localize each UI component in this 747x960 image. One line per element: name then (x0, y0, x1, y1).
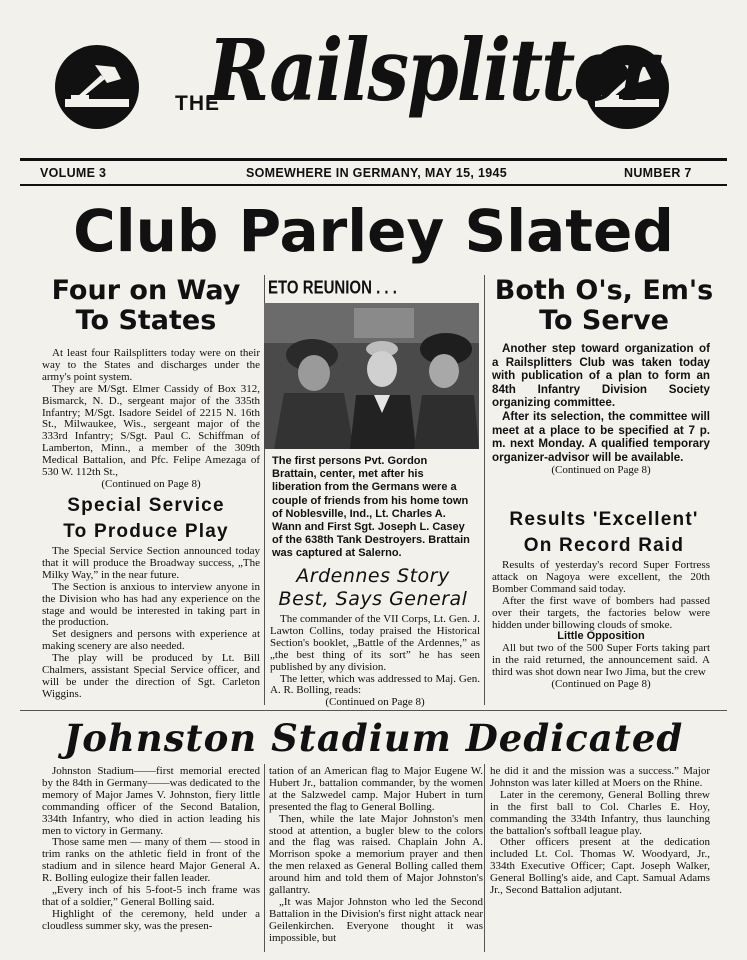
paragraph: The Section is anxious to interview anyone in the Division who has had any experience on the stage and would be interested in taking part in the production. (42, 580, 260, 629)
johnston-stadium-headline: Johnston Stadium Dedicated (63, 716, 684, 760)
story-both-os-ems-headline (488, 276, 720, 336)
paragraph: Results of yesterday's record Super Fortress attack on Nagoya were excellent, the 20th Bomber Command said today. (492, 559, 710, 595)
masthead-the: THE (175, 92, 220, 115)
paragraph: The commander of the VII Corps, Lt. Gen. J. Lawton Collins, today praised the Historical Section's booklet, „Battle of the Ardennes,” as „the best thing of its sort” he has seen published by any division. (270, 613, 480, 673)
story-both-os-ems-body (492, 342, 710, 478)
paragraph: Set designers and persons with experience at making scenery are also needed. (42, 628, 260, 653)
headline-line: Results 'Excellent' (509, 509, 699, 530)
masthead-rule-bottom (20, 184, 727, 186)
paragraph: After the first wave of bombers had passed over their targets, the factories below were hidden under billowing clouds of smoke. (492, 594, 710, 631)
continued-line: (Continued on Page 8) (101, 477, 201, 490)
continued-line: (Continued on Page 8) (551, 464, 651, 477)
subhead: Little Opposition (557, 630, 645, 643)
photo-kicker: ETO REUNION . . . (268, 278, 397, 299)
continued-line: (Continued on Page 8) (551, 678, 651, 691)
paragraph: Other officers present at the dedication included Lt. Col. Thomas W. Woodyard, Jr., 334th Executive Officer; Capt. Joseph Walker, General Bolling's aide, and Capt. Samual Adams Jr., Second Battalion adjutant. (490, 836, 710, 897)
headline-line: Special Service (67, 495, 225, 516)
story-record-raid-headline (488, 507, 720, 558)
johnston-col-3 (490, 766, 710, 897)
paragraph: tation of an American flag to Major Eugene W. Hubert Jr., battalion commander, by the women at the Salzwedel camp. Major Hubert in turn presented the flag to General Bolling. (269, 765, 483, 813)
continued-line: (Continued on Page 8) (325, 696, 425, 709)
issue-number: NUMBER 7 (624, 166, 692, 180)
story-ardennes-body (270, 614, 480, 709)
banner-headline: Club Parley Slated (73, 197, 674, 265)
section-rule (20, 710, 727, 711)
paragraph: The play will be produced by Lt. Bill Chalmers, assistant Special Service officer, and will be under the direction of Sgt. Carleton Wiggins. (42, 652, 260, 700)
paragraph: At least four Railsplitters today were on their way to the States and discharges under the army's point system. (42, 347, 260, 383)
headline-line: Four on Way (51, 275, 241, 306)
column-rule (264, 764, 265, 952)
reunion-photo (264, 303, 479, 449)
paragraph: Then, while the late Major Johnston's men stood at attention, a bugler blew to the colors and the flag was raised. Chaplain John A. Morrison spoke a memorium prayer and then the men relaxed as General Bolling called them around him and told them of Major Johnston's gallantry. (269, 812, 483, 897)
paragraph: „It was Major Johnston who led the Second Battalion in the Division's first night attack near Geilenkirchen. Everyone thought it was impossible, but (269, 895, 483, 944)
headline-line: To Serve (539, 305, 669, 337)
paragraph: Highlight of the ceremony, held under a cloudless summer sky, was the presen- (42, 907, 260, 932)
johnston-col-2 (269, 766, 483, 945)
headline-line: Best, Says General (278, 588, 468, 611)
paragraph: Johnston Stadium——first memorial erected by the 84th in Germany——was dedicated to the memory of Major James V. Johnston, fiery little commanding officer of the Second Batalion, 334th Infantry, who died in action leading his men to victory in Germany. (42, 765, 260, 837)
paragraph: „Every inch of his 5-foot-5 inch frame was that of a soldier,” General Bolling said. (42, 884, 260, 908)
story-record-raid-body (492, 560, 710, 691)
column-rule (484, 764, 485, 952)
headline-line: On Record Raid (523, 534, 685, 556)
headline-line: To Produce Play (63, 520, 229, 542)
paragraph: They are M/Sgt. Elmer Cassidy of Box 312, Bismarck, N. D., sergeant major of the 335th Infantry; M/Sgt. Isadore Seidel of 2215 N. 16th St., Milwaukee, Wis., sergeant major of the 333rd Infantry; S/Sgt. Paul C. Schiffman of Lamberton, Minn., a member of the 309th Medical Battalion, and Pfc. Felipe Amezaga of 530 W. 112th St., (42, 382, 260, 479)
paragraph: he did it and the mission was a success.” Major Johnston was later killed at Moers on the Rhine. (490, 765, 710, 789)
paragraph: The Special Service Section announced today that it will produce the Broadway success, „The Milky Way,” in the near future. (42, 545, 260, 581)
headline-line: Both O's, Em's (494, 275, 714, 306)
axe-emblem-icon (55, 45, 139, 129)
column-rule (484, 275, 485, 705)
johnston-col-1 (42, 766, 260, 933)
volume-label: VOLUME 3 (40, 166, 107, 180)
paragraph: All but two of the 500 Super Forts taking part in the raid returned, the announcement said. A third was shot down near Iwo Jima, but the crew (492, 642, 710, 679)
story-ardennes-headline (268, 565, 478, 611)
paragraph: After its selection, the committee will meet at a place to be specified at 7 p. m. next Monday. A qualified temporary organizer-advisor will be available. (492, 409, 710, 464)
story-special-service-body (42, 546, 260, 701)
headline-line: Ardennes Story (296, 565, 450, 587)
paragraph: Later in the ceremony, General Bolling threw in the first ball to Col. Charles E. Hoy, commanding the 334th Infantry, thus launching the battalion's softball league play. (490, 788, 710, 837)
story-special-service-headline (30, 493, 262, 544)
masthead-nameplate: Railsplitter (208, 22, 656, 121)
place-date: SOMEWHERE IN GERMANY, MAY 15, 1945 (246, 166, 507, 180)
photo-caption: The first persons Pvt. Gordon Brattain, center, met after his liberation from the Germans were a couple of friends from his home town of Noblesville, Ind., Lt. Charles A. Wann and First Sgt. Joseph L. Casey of the 638th Tank Destroyers. Brattain was captured at Salerno. (272, 455, 470, 560)
paragraph: The letter, which was addressed to Maj. Gen. A. R. Bolling, reads: (270, 672, 480, 697)
masthead-rule-top (20, 158, 727, 161)
paragraph: Those same men — many of them — stood in trim ranks on the athletic field in front of the stadium and in silence heard Major General A. R. Bolling eulogize their fallen leader. (42, 836, 260, 885)
story-four-on-way-headline (30, 276, 262, 336)
paragraph: Another step toward organization of a Railsplitters Club was taken today with publication of a plan to form an 84th Infantry Division Society organizing committee. (492, 342, 710, 410)
story-four-on-way-body (42, 348, 260, 491)
headline-line: To States (75, 305, 217, 337)
